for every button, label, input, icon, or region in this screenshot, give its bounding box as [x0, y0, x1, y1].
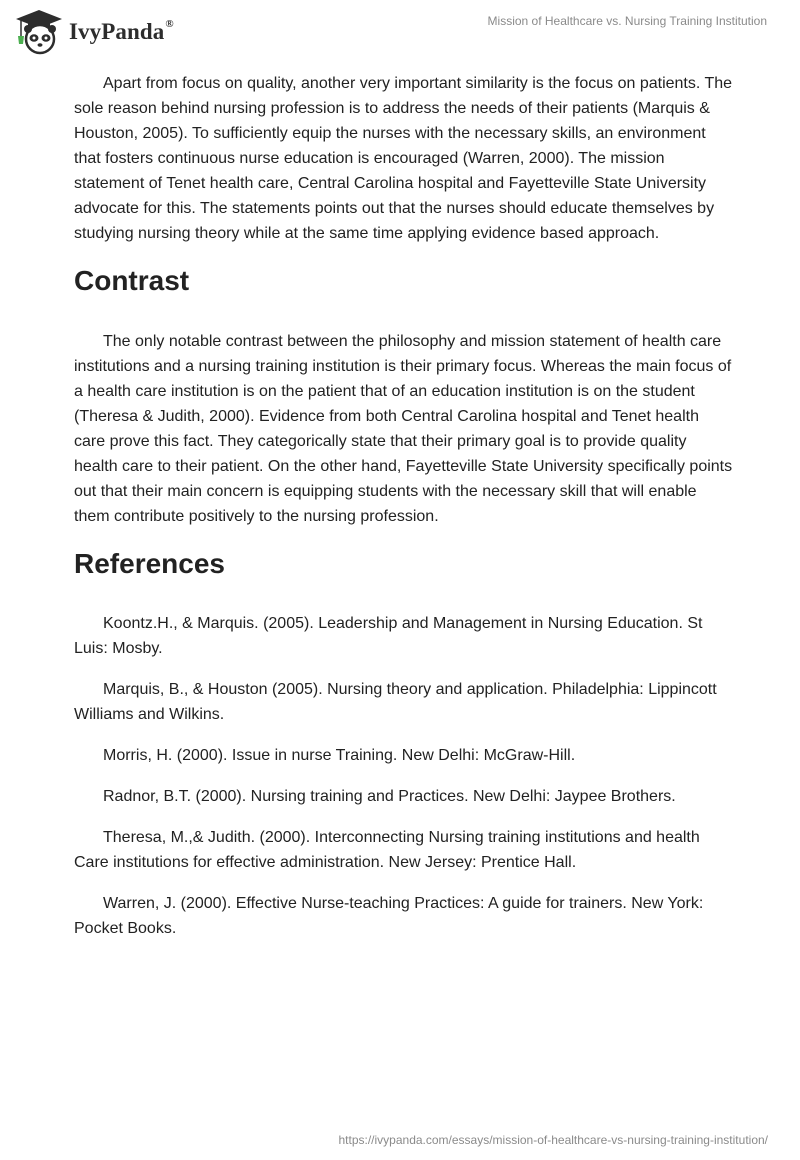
intro-paragraph: Apart from focus on quality, another very important similarity is the focus on patients. The sole reason behind nursing profession is to address the needs of their patients (Marquis & Houston, 2005). To sufficiently equip the nurses with the necessary skills, an environment that fosters continuous nurse education is encouraged (Warren, 2000). The mission statement of Tenet health care, Central Carolina hospital and Fayetteville State University advocate for this. The statements points out that the nurses should educate themselves by studying nursing theory while at the same time applying evidence based approach.	[74, 75, 733, 242]
reference-item: Koontz.H., & Marquis. (2005). Leadership and Management in Nursing Education. St Luis: Mosby.	[74, 615, 703, 657]
panda-graduate-icon	[14, 8, 64, 56]
references-heading: References	[74, 548, 225, 579]
brand-name: IvyPanda®	[69, 18, 174, 44]
reference-item: Morris, H. (2000). Issue in nurse Training. New Delhi: McGraw-Hill.	[103, 747, 576, 764]
ivypanda-logo[interactable]	[14, 8, 174, 56]
contrast-heading: Contrast	[74, 265, 190, 296]
essay-content	[74, 71, 734, 957]
page-header	[0, 0, 800, 62]
reference-item: Warren, J. (2000). Effective Nurse-teaching Practices: A guide for trainers. New York: Pocket Books.	[74, 895, 704, 937]
source-url-link[interactable]: https://ivypanda.com/essays/mission-of-healthcare-vs-nursing-training-institution/	[338, 1133, 768, 1147]
references-list	[74, 611, 734, 941]
document-title: Mission of Healthcare vs. Nursing Training Institution	[487, 14, 767, 28]
reference-item: Marquis, B., & Houston (2005). Nursing theory and application. Philadelphia: Lippincott Williams and Wilkins.	[74, 681, 717, 723]
reference-item: Radnor, B.T. (2000). Nursing training and Practices. New Delhi: Jaypee Brothers.	[103, 788, 676, 805]
registered-mark: ®	[165, 18, 174, 31]
contrast-paragraph: The only notable contrast between the philosophy and mission statement of health care institutions and a nursing training institution is their primary focus. Whereas the main focus of a health care institution is on the patient that of an education institution is on the student (Theresa & Judith, 2000). Evidence from both Central Carolina hospital and Tenet health care prove this fact. They categorically state that their primary goal is to provide quality health care to their patient. On the other hand, Fayetteville State University specifically points out that their main concern is equipping students with the necessary skill that will enable them contribute positively to the nursing profession.	[74, 333, 733, 525]
reference-item: Theresa, M.,& Judith. (2000). Interconnecting Nursing training institutions and health Care institutions for effective administration. New Jersey: Prentice Hall.	[74, 829, 700, 871]
